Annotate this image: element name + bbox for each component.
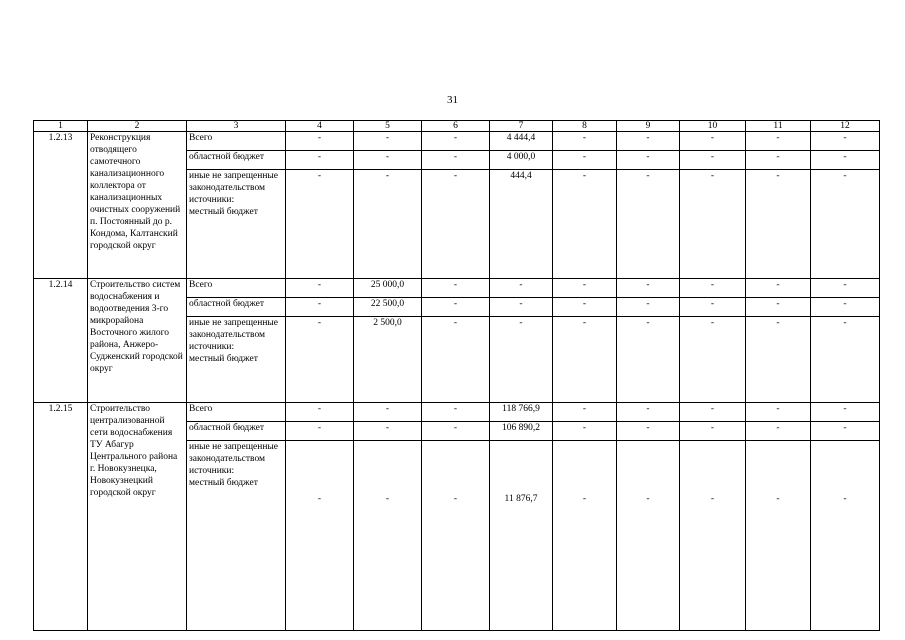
column-header: 8 [553, 121, 617, 132]
value-cell: - [680, 403, 746, 422]
value-cell: 4 444,4 [490, 132, 553, 151]
value-cell: - [746, 422, 811, 441]
source-label: иные не запрещенные законодательством источники: [189, 171, 279, 205]
table-row [34, 279, 880, 298]
value-cell: - [746, 298, 811, 317]
value-cell: - [680, 170, 746, 279]
value-cell: - [422, 422, 490, 441]
value-cell: - [746, 170, 811, 279]
value-cell: - [680, 422, 746, 441]
value-cell: - [811, 279, 880, 298]
value-cell: - [811, 132, 880, 151]
column-header: 4 [286, 121, 354, 132]
item-number: 1.2.15 [34, 403, 88, 631]
page-number: 31 [447, 94, 458, 106]
value-cell: 4 000,0 [490, 151, 553, 170]
value-cell: 11 876,7 [490, 441, 553, 631]
value-cell: - [286, 151, 354, 170]
value-cell: 106 890,2 [490, 422, 553, 441]
value-cell: - [422, 132, 490, 151]
value-cell: - [422, 279, 490, 298]
value-cell: - [553, 403, 617, 422]
funding-source [187, 317, 286, 403]
value-cell: - [617, 317, 680, 403]
value-cell: - [286, 422, 354, 441]
value-cell: - [617, 279, 680, 298]
value-cell: - [680, 298, 746, 317]
column-header: 12 [811, 121, 880, 132]
value-cell: - [811, 441, 880, 631]
funding-source: Всего [187, 279, 286, 298]
column-header: 7 [490, 121, 553, 132]
value-cell: - [286, 279, 354, 298]
value-cell: - [422, 298, 490, 317]
value-cell: - [617, 132, 680, 151]
column-header: 2 [88, 121, 187, 132]
value-cell: - [286, 317, 354, 403]
funding-source: Всего [187, 132, 286, 151]
value-cell: - [680, 279, 746, 298]
item-number: 1.2.14 [34, 279, 88, 403]
value-cell: 2 500,0 [354, 317, 422, 403]
item-number: 1.2.13 [34, 132, 88, 279]
item-name: Строительство систем водоснабжения и водоотведения 3-го микрорайона Восточного жилого района, Анжеро-Судженский городской округ [88, 279, 187, 403]
column-header: 11 [746, 121, 811, 132]
value-cell: - [553, 422, 617, 441]
column-header: 5 [354, 121, 422, 132]
value-cell: 118 766,9 [490, 403, 553, 422]
value-cell: - [354, 151, 422, 170]
column-header: 3 [187, 121, 286, 132]
value-cell: - [811, 151, 880, 170]
value-cell: 444,4 [490, 170, 553, 279]
value-cell: - [286, 403, 354, 422]
value-cell: - [553, 298, 617, 317]
funding-source: областной бюджет [187, 422, 286, 441]
value-cell: - [422, 403, 490, 422]
value-cell: - [617, 422, 680, 441]
value-cell: - [354, 441, 422, 631]
table-row [34, 132, 880, 151]
value-cell: - [422, 441, 490, 631]
value-cell: - [680, 132, 746, 151]
value-cell: - [490, 279, 553, 298]
value-cell: - [617, 298, 680, 317]
value-cell: - [680, 151, 746, 170]
value-cell: - [286, 170, 354, 279]
source-label: местный бюджет [189, 354, 258, 364]
value-cell: - [354, 170, 422, 279]
value-cell: - [811, 422, 880, 441]
column-header: 10 [680, 121, 746, 132]
value-cell: - [617, 170, 680, 279]
value-cell: - [354, 422, 422, 441]
value-cell: - [553, 279, 617, 298]
value-cell: - [617, 441, 680, 631]
value-cell: - [811, 170, 880, 279]
value-cell: 25 000,0 [354, 279, 422, 298]
value-cell: 22 500,0 [354, 298, 422, 317]
value-cell: - [286, 298, 354, 317]
item-name: Реконструкция отводящего самотечного канализационного коллектора от канализационных очистных сооружений п. Постоянный до р. Кондома, Калтанский городской округ [88, 132, 187, 279]
column-header: 6 [422, 121, 490, 132]
funding-source: областной бюджет [187, 298, 286, 317]
value-cell: - [422, 317, 490, 403]
value-cell: - [746, 403, 811, 422]
source-label: местный бюджет [189, 478, 258, 488]
value-cell: - [746, 151, 811, 170]
value-cell: - [746, 317, 811, 403]
value-cell: - [286, 441, 354, 631]
item-name: Строительство централизованной сети водоснабжения ТУ Абагур Центрального района г. Новокузнецка, Новокузнецкий городской округ [88, 403, 187, 631]
value-cell: - [553, 317, 617, 403]
source-label: иные не запрещенные законодательством источники: [189, 318, 279, 352]
value-cell: - [680, 441, 746, 631]
value-cell: - [354, 403, 422, 422]
value-cell: - [286, 132, 354, 151]
column-header: 1 [34, 121, 88, 132]
value-cell: - [422, 151, 490, 170]
value-cell: - [490, 317, 553, 403]
funding-source: областной бюджет [187, 151, 286, 170]
source-label: иные не запрещенные законодательством источники: [189, 442, 279, 476]
table-row [34, 403, 880, 422]
funding-source: Всего [187, 403, 286, 422]
value-cell: - [811, 317, 880, 403]
funding-source [187, 170, 286, 279]
value-cell: - [553, 132, 617, 151]
value-cell: - [490, 298, 553, 317]
value-cell: - [746, 441, 811, 631]
value-cell: - [746, 279, 811, 298]
value-cell: - [746, 132, 811, 151]
value-cell: - [422, 170, 490, 279]
value-cell: - [617, 403, 680, 422]
value-cell: - [553, 151, 617, 170]
value-cell: - [811, 298, 880, 317]
value-cell: - [553, 170, 617, 279]
column-header: 9 [617, 121, 680, 132]
source-label: местный бюджет [189, 207, 258, 217]
budget-table [33, 120, 880, 631]
value-cell: - [680, 317, 746, 403]
value-cell: - [354, 132, 422, 151]
value-cell: - [553, 441, 617, 631]
header-row [34, 121, 880, 132]
funding-source [187, 441, 286, 631]
value-cell: - [617, 151, 680, 170]
value-cell: - [811, 403, 880, 422]
